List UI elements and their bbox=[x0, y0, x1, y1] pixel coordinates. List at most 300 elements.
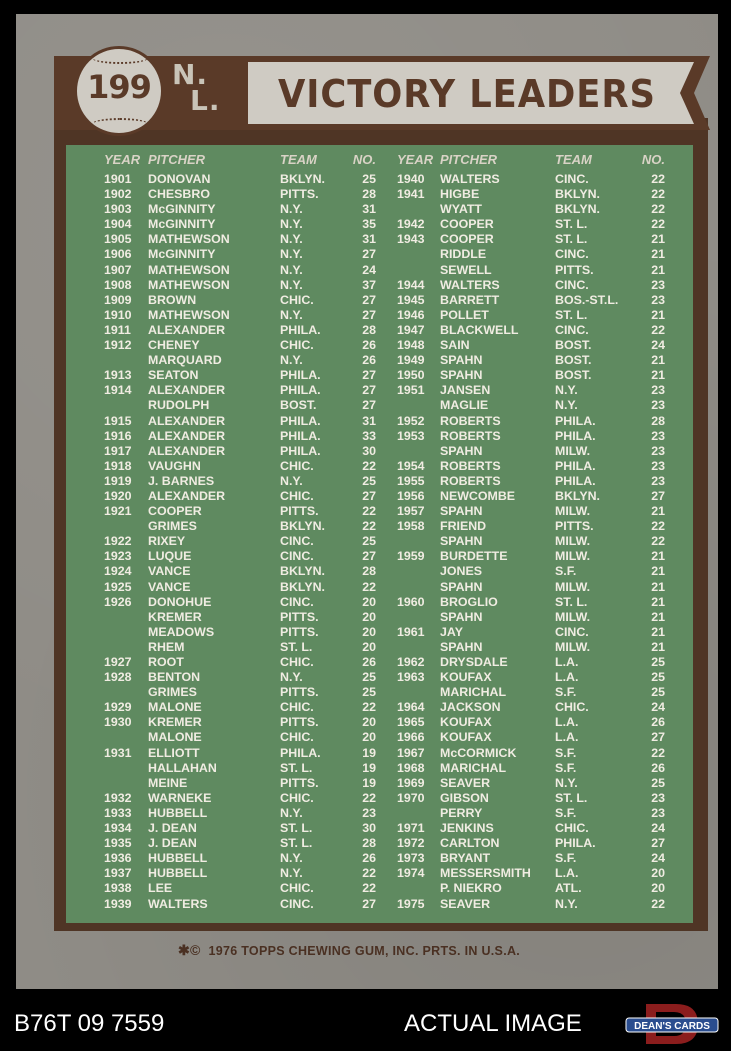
table-row bbox=[104, 851, 376, 866]
table-row bbox=[104, 263, 376, 278]
table-row bbox=[104, 866, 376, 881]
table-row bbox=[397, 655, 669, 670]
row-wins: 23 bbox=[651, 383, 665, 398]
table-row bbox=[104, 474, 376, 489]
row-pitcher: LEE bbox=[148, 881, 173, 896]
table-row bbox=[104, 459, 376, 474]
table-row bbox=[397, 746, 669, 761]
row-year: 1916 bbox=[104, 428, 132, 443]
row-team: BKLYN. bbox=[280, 519, 325, 534]
table-row bbox=[104, 625, 376, 640]
row-year: 1910 bbox=[104, 307, 132, 322]
row-team: BOST. bbox=[555, 338, 592, 353]
logo-text: DEAN'S CARDS bbox=[634, 1021, 710, 1032]
row-year: 1927 bbox=[104, 655, 132, 669]
row-team: N.Y. bbox=[555, 775, 578, 790]
row-year: 1906 bbox=[104, 247, 132, 262]
row-pitcher: MALONE bbox=[148, 730, 202, 745]
row-pitcher: DONOHUE bbox=[148, 594, 212, 609]
row-team: PITTS. bbox=[280, 775, 319, 790]
row-pitcher: J. BARNES bbox=[148, 473, 215, 488]
row-team: N.Y. bbox=[280, 851, 303, 866]
row-wins: 27 bbox=[362, 247, 376, 262]
row-wins: 25 bbox=[651, 670, 665, 685]
row-wins: 22 bbox=[362, 579, 376, 594]
row-year: 1942 bbox=[397, 217, 425, 232]
row-pitcher: MESSERSMITH bbox=[440, 866, 531, 881]
row-wins: 24 bbox=[651, 700, 665, 715]
row-wins: 27 bbox=[362, 488, 376, 503]
row-wins: 33 bbox=[362, 428, 376, 443]
row-pitcher: SEAVER bbox=[440, 775, 491, 790]
table-row bbox=[397, 444, 669, 459]
row-team: CINC. bbox=[555, 624, 589, 639]
table-row bbox=[397, 610, 669, 625]
row-pitcher: HALLAHAN bbox=[148, 760, 217, 775]
row-team: PITTS. bbox=[280, 715, 319, 730]
row-wins: 35 bbox=[362, 217, 376, 232]
row-team: S.F. bbox=[555, 805, 577, 820]
row-year: 1956 bbox=[397, 488, 425, 503]
row-pitcher: WARNEKE bbox=[148, 790, 212, 805]
table-row bbox=[104, 791, 376, 806]
table-row bbox=[397, 821, 669, 836]
row-year: 1928 bbox=[104, 670, 132, 685]
table-row bbox=[397, 897, 669, 912]
row-pitcher: FRIEND bbox=[440, 519, 487, 534]
row-pitcher: COOPER bbox=[148, 504, 202, 519]
row-year: 1968 bbox=[397, 760, 425, 775]
row-year: 1923 bbox=[104, 549, 132, 564]
table-row bbox=[397, 580, 669, 595]
table-row bbox=[397, 247, 669, 262]
row-pitcher: VANCE bbox=[148, 564, 191, 579]
row-wins: 20 bbox=[362, 715, 376, 730]
row-pitcher: GIBSON bbox=[440, 790, 489, 805]
table-row bbox=[397, 217, 669, 232]
row-pitcher: COOPER bbox=[440, 217, 494, 232]
row-pitcher: KOUFAX bbox=[440, 670, 492, 685]
table-row bbox=[104, 610, 376, 625]
row-team: MILW. bbox=[555, 549, 591, 564]
column-header bbox=[104, 152, 376, 172]
row-wins: 20 bbox=[362, 730, 376, 745]
row-wins: 23 bbox=[651, 292, 665, 307]
table-row bbox=[104, 368, 376, 383]
row-team: PHILA. bbox=[280, 428, 321, 443]
row-wins: 27 bbox=[362, 398, 376, 413]
row-year: 1951 bbox=[397, 383, 425, 398]
row-year: 1918 bbox=[104, 458, 132, 473]
row-team: CHIC. bbox=[280, 292, 314, 307]
row-wins: 22 bbox=[362, 519, 376, 534]
row-pitcher: MATHEWSON bbox=[148, 262, 230, 277]
row-year: 1944 bbox=[397, 277, 425, 292]
table-row bbox=[397, 715, 669, 730]
table-row bbox=[397, 595, 669, 610]
row-team: ST. L. bbox=[555, 790, 588, 805]
row-wins: 28 bbox=[362, 836, 376, 851]
table-row bbox=[397, 489, 669, 504]
row-team: S.F. bbox=[555, 760, 577, 775]
row-wins: 21 bbox=[651, 262, 665, 277]
row-team: ST. L. bbox=[280, 836, 313, 851]
table-row bbox=[104, 187, 376, 202]
row-wins: 26 bbox=[362, 655, 376, 669]
row-team: PITTS. bbox=[555, 262, 594, 277]
row-year: 1941 bbox=[397, 187, 425, 202]
table-row bbox=[397, 232, 669, 247]
row-wins: 22 bbox=[362, 866, 376, 881]
row-team: MILW. bbox=[555, 504, 591, 519]
row-year: 1902 bbox=[104, 187, 132, 202]
header-team: TEAM bbox=[280, 152, 317, 167]
row-pitcher: MARICHAL bbox=[440, 760, 507, 775]
row-team: PITTS. bbox=[280, 504, 319, 519]
row-year: 1975 bbox=[397, 896, 425, 911]
row-year: 1925 bbox=[104, 579, 132, 594]
row-pitcher: PERRY bbox=[440, 805, 483, 820]
row-wins: 23 bbox=[651, 428, 665, 443]
row-pitcher: HUBBELL bbox=[148, 851, 208, 866]
table-row bbox=[397, 414, 669, 429]
table-row bbox=[104, 595, 376, 610]
row-pitcher: KOUFAX bbox=[440, 730, 492, 745]
row-pitcher: KREMER bbox=[148, 715, 202, 730]
row-wins: 22 bbox=[651, 745, 665, 760]
table-row bbox=[104, 202, 376, 217]
row-wins: 31 bbox=[362, 202, 376, 217]
row-wins: 28 bbox=[362, 564, 376, 579]
row-team: MILW. bbox=[555, 443, 591, 458]
table-row bbox=[397, 806, 669, 821]
row-wins: 22 bbox=[651, 322, 665, 337]
row-team: BOST. bbox=[280, 398, 317, 413]
row-team: CHIC. bbox=[280, 790, 314, 805]
row-pitcher: HUBBELL bbox=[148, 805, 208, 820]
row-pitcher: GRIMES bbox=[148, 685, 197, 700]
row-pitcher: MAGLIE bbox=[440, 398, 489, 413]
row-pitcher: ROBERTS bbox=[440, 458, 501, 473]
table-row bbox=[397, 308, 669, 323]
row-team: L.A. bbox=[555, 730, 579, 745]
row-pitcher: JENKINS bbox=[440, 821, 494, 836]
row-wins: 20 bbox=[362, 624, 376, 639]
table-row bbox=[397, 549, 669, 564]
table-row bbox=[397, 504, 669, 519]
row-wins: 21 bbox=[651, 307, 665, 322]
row-pitcher: MATHEWSON bbox=[148, 277, 230, 292]
header-year: YEAR bbox=[104, 152, 141, 167]
row-wins: 22 bbox=[651, 534, 665, 549]
row-wins: 25 bbox=[362, 534, 376, 549]
row-team: PHILA. bbox=[555, 836, 596, 851]
row-team: N.Y. bbox=[555, 896, 578, 911]
row-year: 1962 bbox=[397, 655, 425, 669]
row-team: N.Y. bbox=[555, 398, 578, 413]
row-pitcher: BROGLIO bbox=[440, 594, 498, 609]
row-wins: 23 bbox=[651, 443, 665, 458]
row-pitcher: ALEXANDER bbox=[148, 383, 226, 398]
table-row bbox=[397, 564, 669, 579]
row-team: PHILA. bbox=[280, 745, 321, 760]
header-pitcher: PITCHER bbox=[148, 152, 206, 167]
row-pitcher: ROOT bbox=[148, 655, 184, 669]
table-row bbox=[104, 655, 376, 670]
row-pitcher: BURDETTE bbox=[440, 549, 508, 564]
row-wins: 21 bbox=[651, 564, 665, 579]
row-year: 1943 bbox=[397, 232, 425, 247]
row-year: 1965 bbox=[397, 715, 425, 730]
table-row bbox=[397, 429, 669, 444]
table-row bbox=[397, 187, 669, 202]
table-row bbox=[397, 776, 669, 791]
row-wins: 19 bbox=[362, 775, 376, 790]
row-pitcher: MEINE bbox=[148, 775, 188, 790]
row-year: 1960 bbox=[397, 594, 425, 609]
row-pitcher: MEADOWS bbox=[148, 624, 215, 639]
row-pitcher: SPAHN bbox=[440, 534, 483, 549]
row-pitcher: MATHEWSON bbox=[148, 307, 230, 322]
row-pitcher: RIDDLE bbox=[440, 247, 487, 262]
baseball-seam-bottom bbox=[92, 118, 148, 130]
table-row bbox=[104, 836, 376, 851]
row-team: ST. L. bbox=[555, 217, 588, 232]
row-wins: 21 bbox=[651, 639, 665, 654]
row-pitcher: VAUGHN bbox=[148, 458, 201, 473]
row-pitcher: JANSEN bbox=[440, 383, 491, 398]
row-wins: 25 bbox=[362, 670, 376, 685]
row-pitcher: SPAHN bbox=[440, 368, 483, 383]
row-year: 1929 bbox=[104, 700, 132, 715]
row-pitcher: J. DEAN bbox=[148, 836, 197, 851]
row-wins: 20 bbox=[362, 639, 376, 654]
row-wins: 24 bbox=[362, 262, 376, 277]
row-wins: 24 bbox=[651, 338, 665, 353]
row-team: CINC. bbox=[280, 594, 314, 609]
table-row bbox=[397, 338, 669, 353]
row-team: PITTS. bbox=[280, 685, 319, 700]
row-team: CHIC. bbox=[280, 881, 314, 896]
table-row bbox=[397, 836, 669, 851]
table-row bbox=[104, 564, 376, 579]
row-year: 1959 bbox=[397, 549, 425, 564]
row-team: CHIC. bbox=[555, 700, 589, 715]
row-wins: 28 bbox=[651, 413, 665, 428]
row-year: 1972 bbox=[397, 836, 425, 851]
row-wins: 22 bbox=[362, 881, 376, 896]
row-pitcher: J. DEAN bbox=[148, 821, 197, 836]
table-row bbox=[104, 519, 376, 534]
row-pitcher: ROBERTS bbox=[440, 413, 501, 428]
table-row bbox=[397, 851, 669, 866]
row-year: 1946 bbox=[397, 307, 425, 322]
row-wins: 28 bbox=[362, 187, 376, 202]
row-team: CHIC. bbox=[280, 338, 314, 353]
row-pitcher: GRIMES bbox=[148, 519, 197, 534]
row-year: 1903 bbox=[104, 202, 132, 217]
row-wins: 26 bbox=[362, 353, 376, 368]
row-year: 1919 bbox=[104, 473, 132, 488]
row-team: N.Y. bbox=[280, 805, 303, 820]
table-row bbox=[104, 217, 376, 232]
row-team: PHILA. bbox=[280, 383, 321, 398]
row-pitcher: RUDOLPH bbox=[148, 398, 210, 413]
row-year: 1924 bbox=[104, 564, 132, 579]
row-pitcher: DONOVAN bbox=[148, 172, 211, 186]
row-wins: 21 bbox=[651, 504, 665, 519]
row-pitcher: CARLTON bbox=[440, 836, 500, 851]
row-wins: 25 bbox=[362, 685, 376, 700]
actual-image-label: ACTUAL IMAGE bbox=[404, 1010, 582, 1037]
row-year: 1931 bbox=[104, 745, 132, 760]
row-pitcher: WALTERS bbox=[440, 277, 500, 292]
table-row bbox=[104, 776, 376, 791]
row-wins: 31 bbox=[362, 232, 376, 247]
row-year: 1914 bbox=[104, 383, 132, 398]
row-year: 1937 bbox=[104, 866, 132, 881]
row-pitcher: VANCE bbox=[148, 579, 191, 594]
row-wins: 22 bbox=[651, 896, 665, 911]
row-wins: 23 bbox=[651, 473, 665, 488]
row-year: 1958 bbox=[397, 519, 425, 534]
row-pitcher: WYATT bbox=[440, 202, 482, 217]
row-team: N.Y. bbox=[280, 232, 303, 247]
deans-cards-logo bbox=[624, 1002, 720, 1046]
left-column bbox=[104, 152, 376, 912]
table-row bbox=[397, 293, 669, 308]
row-year: 1938 bbox=[104, 881, 132, 896]
row-team: L.A. bbox=[555, 655, 579, 669]
league-line-2: L. bbox=[190, 84, 221, 117]
row-team: L.A. bbox=[555, 715, 579, 730]
row-pitcher: RHEM bbox=[148, 639, 185, 654]
row-wins: 22 bbox=[651, 217, 665, 232]
row-wins: 23 bbox=[651, 398, 665, 413]
row-team: PITTS. bbox=[555, 519, 594, 534]
copyright-footer bbox=[178, 942, 520, 959]
row-wins: 20 bbox=[651, 866, 665, 881]
row-team: PHILA. bbox=[280, 322, 321, 337]
table-row bbox=[397, 670, 669, 685]
table-row bbox=[104, 534, 376, 549]
table-row bbox=[104, 172, 376, 187]
row-pitcher: BLACKWELL bbox=[440, 322, 519, 337]
header-no: NO. bbox=[352, 152, 376, 167]
row-wins: 22 bbox=[362, 458, 376, 473]
row-year: 1974 bbox=[397, 866, 425, 881]
row-wins: 21 bbox=[651, 579, 665, 594]
row-pitcher: BRYANT bbox=[440, 851, 491, 866]
row-team: PHILA. bbox=[280, 413, 321, 428]
table-row bbox=[104, 308, 376, 323]
copyright-text: 1976 TOPPS CHEWING GUM, INC. PRTS. IN U.S.A. bbox=[208, 944, 521, 958]
row-year: 1969 bbox=[397, 775, 425, 790]
row-team: PHILA. bbox=[555, 473, 596, 488]
row-wins: 22 bbox=[651, 187, 665, 202]
row-team: PHILA. bbox=[280, 443, 321, 458]
row-pitcher: MATHEWSON bbox=[148, 232, 230, 247]
row-team: BOS.-ST.L. bbox=[555, 292, 619, 307]
row-team: N.Y. bbox=[280, 217, 303, 232]
row-year: 1911 bbox=[104, 322, 131, 337]
row-year: 1964 bbox=[397, 700, 425, 715]
row-pitcher: ALEXANDER bbox=[148, 322, 226, 337]
row-team: N.Y. bbox=[280, 353, 303, 368]
table-row bbox=[104, 323, 376, 338]
row-team: BKLYN. bbox=[555, 202, 600, 217]
row-year: 1939 bbox=[104, 896, 132, 911]
row-pitcher: DRYSDALE bbox=[440, 655, 508, 669]
row-wins: 23 bbox=[651, 458, 665, 473]
left-rows bbox=[104, 172, 376, 912]
row-team: N.Y. bbox=[280, 277, 303, 292]
row-team: PITTS. bbox=[280, 187, 319, 202]
row-pitcher: SEATON bbox=[148, 368, 199, 383]
row-team: MILW. bbox=[555, 579, 591, 594]
table-row bbox=[104, 398, 376, 413]
row-pitcher: MARICHAL bbox=[440, 685, 507, 700]
table-row bbox=[397, 474, 669, 489]
table-row bbox=[397, 398, 669, 413]
row-year: 1933 bbox=[104, 805, 132, 820]
row-team: CINC. bbox=[280, 549, 314, 564]
row-team: CINC. bbox=[280, 534, 314, 549]
row-team: BKLYN. bbox=[555, 488, 600, 503]
table-row bbox=[397, 172, 669, 187]
row-wins: 19 bbox=[362, 760, 376, 775]
row-team: MILW. bbox=[555, 609, 591, 624]
row-pitcher: ALEXANDER bbox=[148, 488, 226, 503]
row-wins: 22 bbox=[362, 790, 376, 805]
table-row bbox=[397, 353, 669, 368]
row-pitcher: SPAHN bbox=[440, 443, 483, 458]
row-team: N.Y. bbox=[280, 247, 303, 262]
league-label bbox=[172, 58, 238, 122]
row-team: BKLYN. bbox=[555, 187, 600, 202]
row-team: PHILA. bbox=[280, 368, 321, 383]
row-year: 1948 bbox=[397, 338, 425, 353]
row-team: BKLYN. bbox=[280, 172, 325, 186]
row-year: 1909 bbox=[104, 292, 132, 307]
row-pitcher: COOPER bbox=[440, 232, 494, 247]
row-pitcher: BARRETT bbox=[440, 292, 500, 307]
copyright-mark: ✱© bbox=[178, 942, 201, 958]
row-wins: 22 bbox=[362, 504, 376, 519]
row-year: 1908 bbox=[104, 277, 132, 292]
row-wins: 26 bbox=[362, 338, 376, 353]
row-wins: 20 bbox=[362, 594, 376, 609]
row-team: ATL. bbox=[555, 881, 582, 896]
column-header bbox=[397, 152, 669, 172]
table-row bbox=[397, 791, 669, 806]
row-wins: 27 bbox=[362, 307, 376, 322]
table-row bbox=[104, 338, 376, 353]
row-year: 1961 bbox=[397, 624, 425, 639]
row-team: ST. L. bbox=[555, 594, 588, 609]
table-row bbox=[397, 534, 669, 549]
row-wins: 21 bbox=[651, 232, 665, 247]
row-year: 1907 bbox=[104, 262, 132, 277]
table-row bbox=[104, 685, 376, 700]
row-team: PHILA. bbox=[555, 413, 596, 428]
row-wins: 21 bbox=[651, 609, 665, 624]
row-pitcher: SPAHN bbox=[440, 579, 483, 594]
row-year: 1926 bbox=[104, 594, 132, 609]
row-pitcher: POLLET bbox=[440, 307, 489, 322]
row-year: 1904 bbox=[104, 217, 132, 232]
table-row bbox=[104, 700, 376, 715]
